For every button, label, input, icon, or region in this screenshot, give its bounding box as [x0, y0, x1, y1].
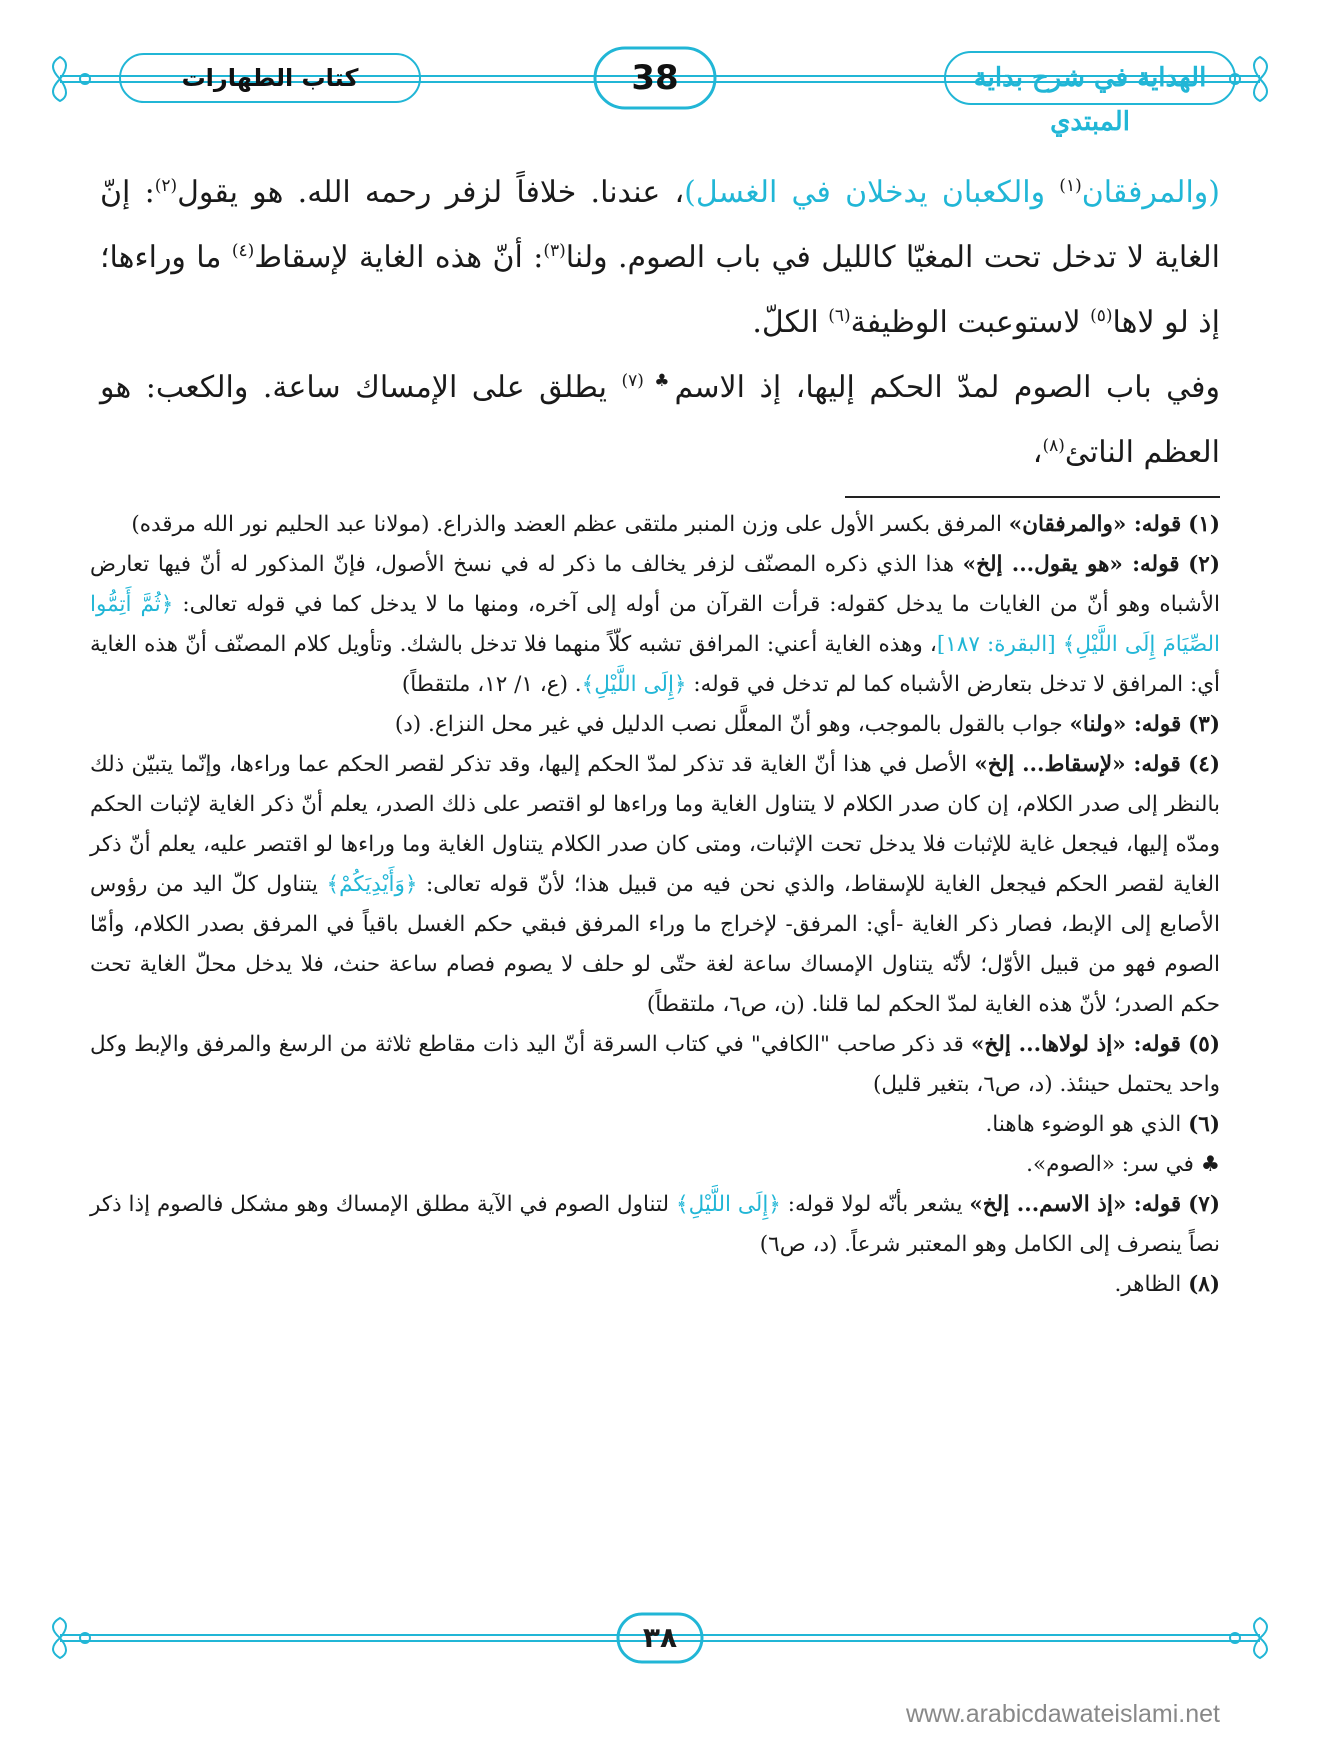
footnote-text: قد ذكر صاحب "الكافي" في كتاب السرقة أنّ اليد ذات مقاطع ثلاثة من الرسغ والمرفق والإبط وكل واحد يحتمل حينئذ. (د، ص٦، بتغير قليل) [90, 1032, 1220, 1097]
footnote-2 [90, 545, 1220, 705]
footnote-number: (٣) [1188, 712, 1220, 737]
footnote-ref: (٢) [154, 176, 178, 196]
footnote-keyword: قوله: «إذ الاسم... إلخ» [969, 1192, 1182, 1217]
text-run: وفي باب الصوم لمدّ الحكم إليها، إذ الاسم [674, 370, 1220, 405]
quran-quote: ﴿إِلَى اللَّيْلِ﴾ [581, 672, 687, 697]
footnote-keyword: قوله: «إذ لولاها... إلخ» [970, 1032, 1181, 1057]
footnote-text: يشعر بأنّه لولا قوله: [780, 1192, 970, 1217]
website-link[interactable]: www.arabicdawateislami.net [905, 1700, 1220, 1728]
footnote-number: (٨) [1188, 1272, 1220, 1297]
main-text [100, 160, 1220, 485]
footnote-ref: (٦) [828, 306, 851, 326]
page-header [40, 42, 1280, 137]
footnote-5 [90, 1025, 1220, 1105]
text-run: يطلق على الإمساك ساعة. والكعب: هو العظم الناتئ [100, 370, 1220, 470]
text-run: ، [1032, 435, 1043, 470]
footnote-text: الظاهر. [1114, 1272, 1189, 1297]
main-paragraph-1 [100, 160, 1220, 355]
text-run: ، عندنا. خلافاً لزفر رحمه الله. هو يقول [177, 175, 685, 210]
club-icon: ♣ [1200, 1152, 1220, 1177]
footnote-separator [845, 496, 1220, 498]
text-run: ما وراءها؛ إذ لو لاها [100, 240, 1220, 340]
footnote-number: (٤) [1188, 752, 1220, 777]
book-title: الهداية في شرح بداية المبتدي [973, 63, 1207, 137]
footnote-6 [90, 1105, 1220, 1145]
footnote-number: (٢) [1188, 552, 1220, 577]
footnote-ref: (٨) [1042, 436, 1065, 456]
quran-quote: ﴿إِلَى اللَّيْلِ﴾ [675, 1192, 781, 1217]
footnote-number: (٥) [1188, 1032, 1220, 1057]
footnote-keyword: قوله: «ولنا» [1069, 712, 1182, 737]
footnote-text: لتناول الصوم في الآية مطلق الإمساك وهو مشكل فالصوم إذا ذكر نصاً ينصرف إلى الكامل وهو المعتبر شرعاً. (د، ص٦) [90, 1192, 1220, 1257]
footnote-keyword: قوله: «لإسقاط... إلخ» [974, 752, 1181, 777]
footnote-text: يتناول كلّ اليد من رؤوس الأصابع إلى الإبط، فصار ذكر الغاية -أي: المرفق- لإخراج ما وراء المرفق فبقي حكم الغسل باقياً في المرفق بصدر الكلام، وأمّا الصوم فهو من قبيل الأوّل؛ لأنّه يتناول الإمساك ساعة لغة حتّى لو حلف لا يصوم فصام ساعة حنث، فلا يدخل محلّ الغاية تحت حكم الصدر؛ لأنّ هذه الغاية لمدّ الحكم لما قلنا. (ن، ص٦، ملتقطاً) [90, 872, 1220, 1017]
text-run: الكلّ. [752, 305, 829, 340]
footnote-text: الذي هو الوضوء هاهنا. [985, 1112, 1189, 1137]
footnote-number: (١) [1188, 512, 1220, 537]
main-paragraph-2 [100, 355, 1220, 485]
footnotes [90, 505, 1220, 1305]
footnote-4 [90, 745, 1220, 1025]
footnote-text: الأصل في هذا أنّ الغاية قد تذكر لمدّ الحكم إليها، وقد تذكر لقصر الحكم عما وراءها، وإنّما يتبيّن ذلك بالنظر إلى صدر الكلام، إن كان صدر الكلام لا يتناول الغاية وما وراءها لو اقتصر على ذلك الصدر، يعلم أنّ ذكر الغاية لإثبات الحكم ومدّه إليها، فيجعل غاية للإثبات فلا يدخل تحت الإثبات، ومتى كان صدر الكلام يتناول الغاية وما وراءها لو اقتصر عليه، يعلم أنّ ذكر الغاية لقصر الحكم فيجعل الغاية للإسقاط، والذي نحن فيه من قبيل هذا؛ لأنّ قوله تعالى: [90, 752, 1220, 897]
page-footer [40, 1612, 1280, 1664]
footnote-ref: ♣ (٧) [621, 371, 675, 391]
highlighted-matn: (والمرفقان [1081, 175, 1220, 210]
footnote-text: في سر: «الصوم». [1026, 1152, 1201, 1177]
footnote-text: ، وهذه الغاية أعني: المرافق تشبه كلّاً منهما فلا تدخل بالشك. وتأويل كلام المصنّف أنّ هذه الغاية أي: المرافق لا تدخل بتعارض الأشباه كما لم تدخل في قوله: [90, 632, 1220, 697]
footnote-7 [90, 1185, 1220, 1265]
highlighted-matn: والكعبان يدخلان في الغسل) [684, 175, 1060, 210]
chapter-title: كتاب الطهارات [181, 64, 359, 92]
footnote-club [90, 1145, 1220, 1185]
page-number: 38 [631, 58, 679, 98]
footnote-keyword: قوله: «والمرفقان» [1008, 512, 1182, 537]
footer-page-number: ٣٨ [642, 1621, 678, 1654]
footnote-ref: (١) [1059, 176, 1082, 196]
quran-quote: ﴿ثُمَّ أَتِمُّوا الصِّيَامَ إِلَى اللَّيْلِ﴾ [البقرة: ١٨٧] [90, 592, 1220, 657]
footnote-keyword: قوله: «هو يقول... إلخ» [962, 552, 1180, 577]
footnote-ref: (٥) [1090, 306, 1113, 326]
text-run: لاستوعبت الوظيفة [850, 305, 1091, 340]
footnote-1 [90, 505, 1220, 545]
footnote-ref: (٤) [231, 241, 255, 261]
footnote-ref: (٣) [543, 241, 566, 261]
footnote-8 [90, 1265, 1220, 1305]
text-run: : إنّ الغاية لا تدخل تحت المغيّا كالليل في باب الصوم. ولنا [100, 175, 1220, 275]
quran-quote: ﴿وَأَيْدِيَكُمْ﴾ [326, 872, 418, 897]
footnote-text: المرفق بكسر الأول على وزن المنبر ملتقى عظم العضد والذراع. (مولانا عبد الحليم نور الله مرقده) [131, 512, 1009, 537]
footnote-text: جواب بالقول بالموجب، وهو أنّ المعلَّل نصب الدليل في غير محل النزاع. (د) [394, 712, 1070, 737]
footnote-number: (٧) [1188, 1192, 1221, 1217]
footnote-3 [90, 705, 1220, 745]
footnote-text: هذا الذي ذكره المصنّف لزفر يخالف ما ذكر له في نسخ الأصول، فإنّ المذكور له أنّ فيها تعارض الأشباه وهو أنّ من الغايات ما يدخل كقوله: قرأت القرآن من أوله إلى آخره، ومنها ما لا يدخل كما في قوله تعالى: [90, 552, 1220, 617]
footnote-text: . (ع، ١/ ١٢، ملتقطاً) [401, 672, 582, 697]
text-run: : أنّ هذه الغاية لإسقاط [254, 240, 544, 275]
footnote-number: (٦) [1188, 1112, 1220, 1137]
